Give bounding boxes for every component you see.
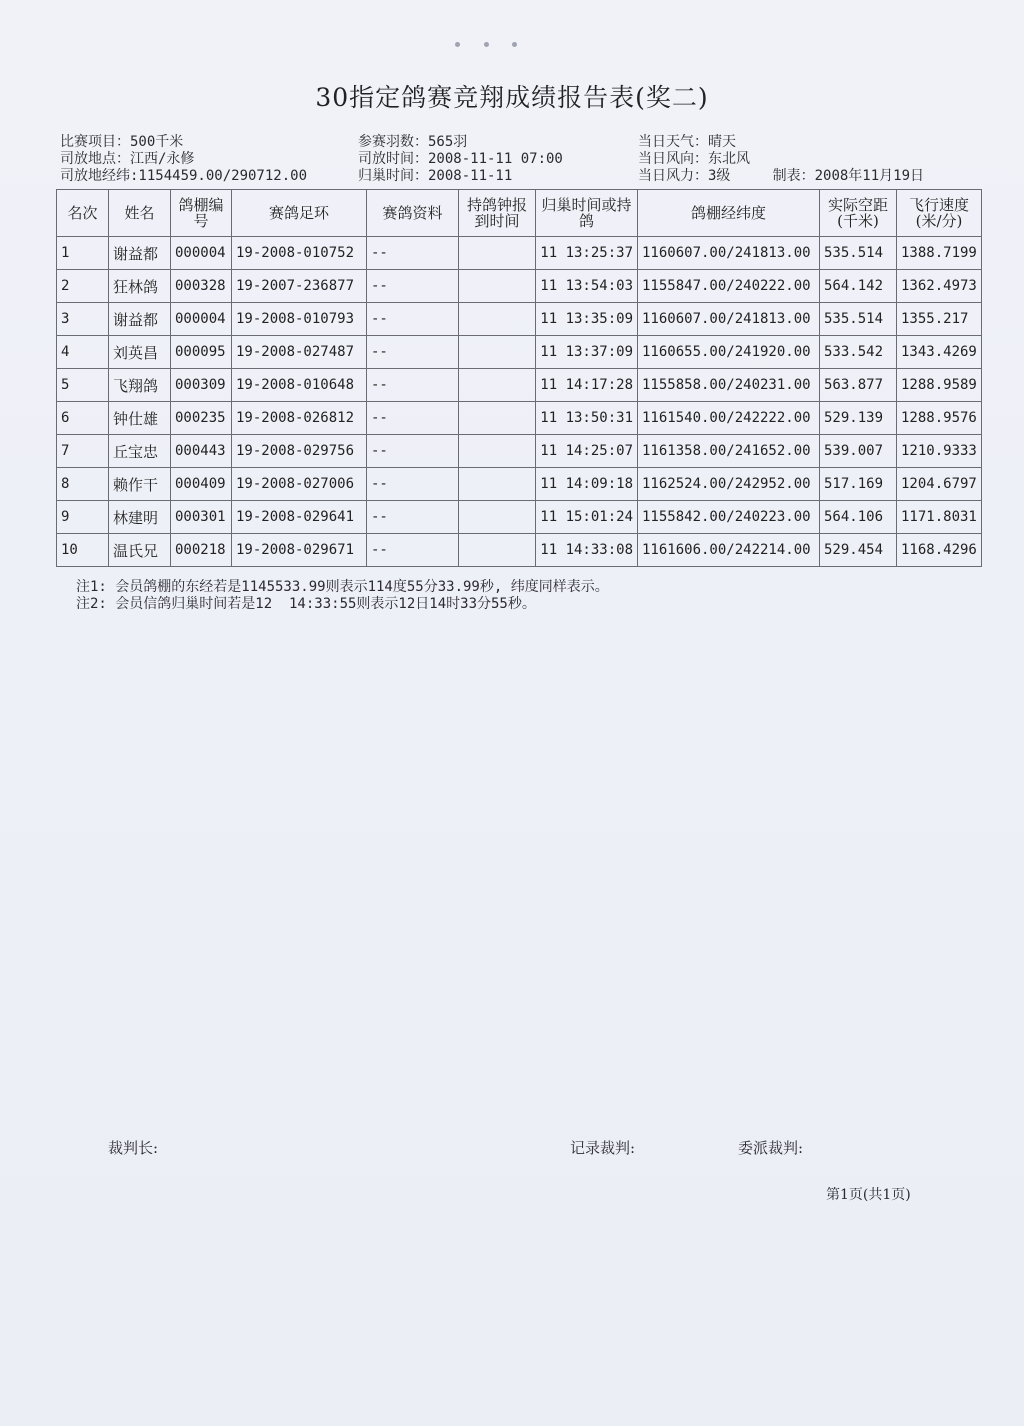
- cell-rank: 9: [57, 501, 109, 534]
- wind-force: 当日风力：3级: [638, 168, 731, 184]
- cell-speed: 1288.9589: [897, 369, 982, 402]
- cell-name: 温氏兄: [109, 534, 171, 567]
- col-header: 赛鸽资料: [367, 190, 459, 237]
- notes: [76, 579, 609, 613]
- table-body: [57, 237, 982, 567]
- cell-clock: [459, 534, 536, 567]
- cell-coords: 1161358.00/241652.00: [638, 435, 820, 468]
- report-title: 30指定鸽赛竞翔成绩报告表(奖二): [315, 83, 709, 112]
- cell-name: 刘英昌: [109, 336, 171, 369]
- release-time: 司放时间：2008-11-11 07:00: [358, 151, 563, 167]
- cell-rank: 10: [57, 534, 109, 567]
- release-coords: 司放地经纬:1154459.00/290712.00: [60, 168, 308, 184]
- cell-coords: 1155842.00/240223.00: [638, 501, 820, 534]
- cell-info: --: [367, 369, 459, 402]
- col-header: 鸽棚经纬度: [638, 190, 820, 237]
- cell-dist: 539.007: [820, 435, 897, 468]
- cell-time: 11 13:37:09: [536, 336, 638, 369]
- cell-coords: 1160607.00/241813.00: [638, 237, 820, 270]
- cell-dist: 529.139: [820, 402, 897, 435]
- cell-info: --: [367, 270, 459, 303]
- cell-ring: 19-2008-029756: [232, 435, 367, 468]
- cell-loft: 000328: [171, 270, 232, 303]
- cell-speed: 1343.4269: [897, 336, 982, 369]
- chief-judge-label: 裁判长:: [108, 1139, 159, 1157]
- cell-rank: 7: [57, 435, 109, 468]
- cell-coords: 1160607.00/241813.00: [638, 303, 820, 336]
- cell-dist: 564.142: [820, 270, 897, 303]
- cell-coords: 1161606.00/242214.00: [638, 534, 820, 567]
- results-table: [56, 189, 982, 567]
- cell-dist: 533.542: [820, 336, 897, 369]
- col-header: 持鸽钟报到时间: [459, 190, 536, 237]
- cell-name: 丘宝忠: [109, 435, 171, 468]
- made-date: 制表：2008年11月19日: [772, 168, 925, 184]
- cell-loft: 000409: [171, 468, 232, 501]
- table-row: [57, 303, 982, 336]
- cell-time: 11 13:25:37: [536, 237, 638, 270]
- cell-info: --: [367, 435, 459, 468]
- cell-loft: 000235: [171, 402, 232, 435]
- cell-clock: [459, 402, 536, 435]
- meta-middle: [358, 134, 563, 185]
- cell-rank: 2: [57, 270, 109, 303]
- col-header: 鸽棚编号: [171, 190, 232, 237]
- cell-info: --: [367, 468, 459, 501]
- entries-count: 参赛羽数：565羽: [358, 134, 468, 150]
- col-header: 飞行速度(米/分): [897, 190, 982, 237]
- cell-speed: 1388.7199: [897, 237, 982, 270]
- cell-ring: 19-2008-027487: [232, 336, 367, 369]
- cell-time: 11 14:09:18: [536, 468, 638, 501]
- col-header: 姓名: [109, 190, 171, 237]
- cell-loft: 000004: [171, 237, 232, 270]
- cell-clock: [459, 501, 536, 534]
- cell-ring: 19-2008-010752: [232, 237, 367, 270]
- meta-right: [638, 134, 924, 185]
- cell-ring: 19-2007-236877: [232, 270, 367, 303]
- cell-coords: 1162524.00/242952.00: [638, 468, 820, 501]
- recording-judge-label: 记录裁判:: [570, 1139, 636, 1157]
- col-header: 归巢时间或持鸽: [536, 190, 638, 237]
- table-row: [57, 237, 982, 270]
- table-row: [57, 369, 982, 402]
- cell-time: 11 14:33:08: [536, 534, 638, 567]
- cell-clock: [459, 303, 536, 336]
- cell-coords: 1160655.00/241920.00: [638, 336, 820, 369]
- cell-name: 飞翔鸽: [109, 369, 171, 402]
- cell-info: --: [367, 534, 459, 567]
- note-2: 注2: 会员信鸽归巢时间若是12 14:33:55则表示12日14时33分55秒。: [76, 596, 536, 612]
- cell-ring: 19-2008-026812: [232, 402, 367, 435]
- cell-speed: 1355.217: [897, 303, 982, 336]
- col-header: 名次: [57, 190, 109, 237]
- cell-coords: 1161540.00/242222.00: [638, 402, 820, 435]
- cell-ring: 19-2008-010793: [232, 303, 367, 336]
- punch-hole-mark: [455, 42, 460, 47]
- meta-left: [60, 134, 307, 185]
- cell-name: 赖作干: [109, 468, 171, 501]
- cell-name: 林建明: [109, 501, 171, 534]
- cell-speed: 1171.8031: [897, 501, 982, 534]
- cell-info: --: [367, 402, 459, 435]
- cell-name: 谢益都: [109, 237, 171, 270]
- wind-direction: 当日风向：东北风: [638, 151, 750, 167]
- cell-dist: 563.877: [820, 369, 897, 402]
- cell-name: 狂林鸽: [109, 270, 171, 303]
- table-row: [57, 435, 982, 468]
- assigned-judge-label: 委派裁判:: [738, 1139, 804, 1157]
- cell-loft: 000218: [171, 534, 232, 567]
- cell-speed: 1204.6797: [897, 468, 982, 501]
- punch-hole-mark: [512, 42, 517, 47]
- cell-time: 11 14:25:07: [536, 435, 638, 468]
- table-row: [57, 501, 982, 534]
- cell-speed: 1288.9576: [897, 402, 982, 435]
- cell-rank: 5: [57, 369, 109, 402]
- cell-name: 谢益都: [109, 303, 171, 336]
- wind-force-row: [638, 168, 924, 185]
- cell-dist: 535.514: [820, 237, 897, 270]
- cell-loft: 000309: [171, 369, 232, 402]
- cell-dist: 564.106: [820, 501, 897, 534]
- cell-info: --: [367, 303, 459, 336]
- note-1: 注1: 会员鸽棚的东经若是1145533.99则表示114度55分33.99秒, 纬度同样表示。: [76, 579, 609, 595]
- table-row: [57, 468, 982, 501]
- cell-dist: 529.454: [820, 534, 897, 567]
- weather: 当日天气：晴天: [638, 134, 736, 150]
- cell-ring: 19-2008-027006: [232, 468, 367, 501]
- release-place: 司放地点：江西/永修: [60, 151, 195, 167]
- table-header-row: [57, 190, 982, 237]
- cell-clock: [459, 270, 536, 303]
- cell-time: 11 14:17:28: [536, 369, 638, 402]
- cell-speed: 1168.4296: [897, 534, 982, 567]
- cell-rank: 4: [57, 336, 109, 369]
- table-row: [57, 336, 982, 369]
- cell-info: --: [367, 501, 459, 534]
- return-time: 归巢时间：2008-11-11: [358, 168, 513, 184]
- cell-clock: [459, 336, 536, 369]
- cell-rank: 3: [57, 303, 109, 336]
- col-header: 赛鸽足环: [232, 190, 367, 237]
- cell-ring: 19-2008-029641: [232, 501, 367, 534]
- cell-dist: 535.514: [820, 303, 897, 336]
- cell-coords: 1155847.00/240222.00: [638, 270, 820, 303]
- cell-clock: [459, 237, 536, 270]
- cell-coords: 1155858.00/240231.00: [638, 369, 820, 402]
- cell-loft: 000443: [171, 435, 232, 468]
- cell-time: 11 13:50:31: [536, 402, 638, 435]
- cell-info: --: [367, 237, 459, 270]
- punch-hole-mark: [484, 42, 489, 47]
- cell-clock: [459, 369, 536, 402]
- table-row: [57, 270, 982, 303]
- cell-clock: [459, 435, 536, 468]
- cell-dist: 517.169: [820, 468, 897, 501]
- cell-rank: 1: [57, 237, 109, 270]
- race-item: 比赛项目：500千米: [60, 134, 184, 150]
- cell-rank: 8: [57, 468, 109, 501]
- cell-time: 11 15:01:24: [536, 501, 638, 534]
- col-header: 实际空距(千米): [820, 190, 897, 237]
- cell-info: --: [367, 336, 459, 369]
- cell-speed: 1210.9333: [897, 435, 982, 468]
- cell-time: 11 13:35:09: [536, 303, 638, 336]
- cell-rank: 6: [57, 402, 109, 435]
- cell-ring: 19-2008-010648: [232, 369, 367, 402]
- table-row: [57, 534, 982, 567]
- table-row: [57, 402, 982, 435]
- page-number: 第1页(共1页): [826, 1187, 911, 1203]
- cell-ring: 19-2008-029671: [232, 534, 367, 567]
- cell-loft: 000301: [171, 501, 232, 534]
- cell-clock: [459, 468, 536, 501]
- cell-time: 11 13:54:03: [536, 270, 638, 303]
- cell-loft: 000004: [171, 303, 232, 336]
- cell-name: 钟仕雄: [109, 402, 171, 435]
- cell-speed: 1362.4973: [897, 270, 982, 303]
- cell-loft: 000095: [171, 336, 232, 369]
